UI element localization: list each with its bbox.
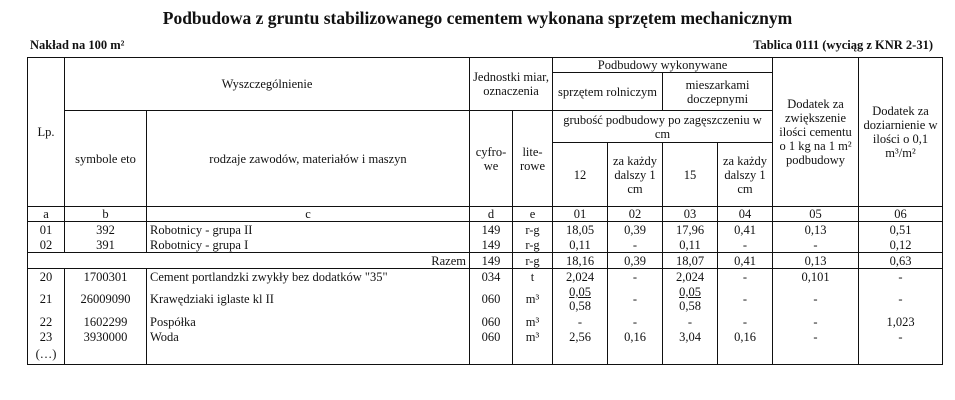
cell-d: 149 — [470, 222, 513, 238]
cell-03-top: 0,05 — [679, 285, 701, 299]
cell-05: - — [773, 314, 859, 329]
cell-d — [470, 344, 513, 364]
naklad-label: Nakład na 100 m² — [30, 38, 125, 52]
table-row — [28, 314, 943, 329]
cell-name: Robotnicy - grupa II — [147, 222, 470, 238]
cell-name: Krawędziaki iglaste kl II — [147, 284, 470, 314]
cell-sym: 392 — [65, 222, 147, 238]
cell-06: 0,63 — [859, 253, 943, 269]
cell-e: m³ — [513, 284, 553, 314]
cell-05: 0,13 — [773, 253, 859, 269]
page-title: Podbudowa z gruntu stabilizowanego cementem wykonana sprzętem mechanicznym — [162, 8, 793, 28]
letters-row — [28, 207, 943, 222]
cell-02: 0,39 — [608, 253, 663, 269]
cell-lp: 20 — [28, 269, 65, 285]
cell-name: Robotnicy - grupa I — [147, 237, 470, 253]
letter-cell: b — [65, 207, 147, 222]
cell-01: - — [553, 314, 608, 329]
cell-01: 18,16 — [553, 253, 608, 269]
cell-lp: (…) — [28, 344, 65, 364]
cell-sym: 1700301 — [65, 269, 147, 285]
cell-02: 0,16 — [608, 329, 663, 344]
header-g15: 15 — [663, 143, 718, 207]
cell-03: 2,024 — [663, 269, 718, 285]
table-row — [28, 269, 943, 285]
cell-03 — [663, 344, 718, 364]
cell-04: - — [718, 284, 773, 314]
cell-lp: 22 — [28, 314, 65, 329]
table-row — [28, 237, 943, 253]
table-row — [28, 222, 943, 238]
letter-cell: 01 — [553, 207, 608, 222]
cell-03: - — [663, 314, 718, 329]
cell-03: 18,07 — [663, 253, 718, 269]
letter-cell: 02 — [608, 207, 663, 222]
cell-sym: 1602299 — [65, 314, 147, 329]
cell-03: 3,04 — [663, 329, 718, 344]
cell-03: 17,96 — [663, 222, 718, 238]
cell-d: 060 — [470, 284, 513, 314]
header-cyfrowe: cyfro-we — [470, 111, 513, 207]
header-doczepnymi: mieszarkami doczepnymi — [685, 77, 750, 106]
header-dodatek-dziarnienie: Dodatek za doziarnienie w ilości o 0,1 m³/m² — [859, 58, 943, 207]
cell-03 — [663, 284, 718, 314]
cell-05: - — [773, 284, 859, 314]
cell-01: 0,11 — [553, 237, 608, 253]
header-za-kazdy-1: za każdy dalszy 1 cm — [608, 143, 663, 207]
header-podbudowy — [553, 58, 773, 111]
header-grubosc: grubość podbudowy po zagęszczeniu w cm — [553, 111, 773, 143]
cell-04: 0,16 — [718, 329, 773, 344]
cell-05: - — [773, 237, 859, 253]
cell-05: - — [773, 329, 859, 344]
cell-04: - — [718, 314, 773, 329]
cell-05: 0,13 — [773, 222, 859, 238]
cell-03: 0,11 — [663, 237, 718, 253]
cell-04: 0,41 — [718, 222, 773, 238]
norm-table — [27, 57, 943, 365]
cell-04: 0,41 — [718, 253, 773, 269]
cell-04: - — [718, 269, 773, 285]
cell-lp: 01 — [28, 222, 65, 238]
cell-d: 060 — [470, 314, 513, 329]
letter-cell: 06 — [859, 207, 943, 222]
cell-d: 060 — [470, 329, 513, 344]
tablica-label: Tablica 0111 (wyciąg z KNR 2-31) — [753, 38, 933, 52]
cell-01-top: 0,05 — [569, 285, 591, 299]
letter-cell: 04 — [718, 207, 773, 222]
cell-sym: 3930000 — [65, 329, 147, 344]
cell-sym: 26009090 — [65, 284, 147, 314]
cell-06: 1,023 — [859, 314, 943, 329]
cell-06: - — [859, 284, 943, 314]
header-g12: 12 — [553, 143, 608, 207]
letter-cell: 05 — [773, 207, 859, 222]
table-row — [28, 329, 943, 344]
cell-e — [513, 344, 553, 364]
cell-02: 0,39 — [608, 222, 663, 238]
cell-01: 2,56 — [553, 329, 608, 344]
header-podbudowy-label: Podbudowy wykonywane — [553, 58, 772, 73]
table-row — [28, 284, 943, 314]
letter-cell: c — [147, 207, 470, 222]
cell-05: 0,101 — [773, 269, 859, 285]
cell-01: 18,05 — [553, 222, 608, 238]
razem-label: Razem — [28, 253, 470, 269]
letter-cell: e — [513, 207, 553, 222]
header-dodatek-cement: Dodatek za zwiększenie ilości cementu o 1 kg na 1 m² podbudowy — [773, 58, 859, 207]
header-lp: Lp. — [28, 58, 65, 207]
cell-d: 149 — [470, 237, 513, 253]
cell-e: r-g — [513, 253, 553, 269]
cell-e: r-g — [513, 222, 553, 238]
cell-06: 0,12 — [859, 237, 943, 253]
header-jednostki: Jednostki miar, oznaczenia — [470, 58, 553, 111]
cell-01-bottom: 0,58 — [569, 299, 591, 313]
cell-06: - — [859, 329, 943, 344]
cell-05 — [773, 344, 859, 364]
header-symbole: symbole eto — [65, 111, 147, 207]
cell-02: - — [608, 237, 663, 253]
cell-sym: 391 — [65, 237, 147, 253]
razem-row — [28, 253, 943, 269]
header-rolniczym: sprzętem rolniczym — [553, 73, 663, 110]
cell-lp: 02 — [28, 237, 65, 253]
header-rodzaje: rodzaje zawodów, materiałów i maszyn — [147, 111, 470, 207]
cell-e: r-g — [513, 237, 553, 253]
cell-04: - — [718, 237, 773, 253]
cell-name — [147, 344, 470, 364]
cell-name: Pospółka — [147, 314, 470, 329]
cell-e: m³ — [513, 329, 553, 344]
header-literowe: lite-rowe — [513, 111, 553, 207]
cell-02: - — [608, 284, 663, 314]
cell-sym — [65, 344, 147, 364]
letter-cell: 03 — [663, 207, 718, 222]
cell-03-bottom: 0,58 — [679, 299, 701, 313]
cell-02: - — [608, 314, 663, 329]
cell-lp: 23 — [28, 329, 65, 344]
cell-02 — [608, 344, 663, 364]
cell-06: 0,51 — [859, 222, 943, 238]
cell-02: - — [608, 269, 663, 285]
table-row — [28, 344, 943, 364]
cell-01 — [553, 284, 608, 314]
letter-cell: a — [28, 207, 65, 222]
cell-name: Cement portlandzki zwykły bez dodatków "35" — [147, 269, 470, 285]
cell-01 — [553, 344, 608, 364]
cell-06 — [859, 344, 943, 364]
cell-01: 2,024 — [553, 269, 608, 285]
cell-e: t — [513, 269, 553, 285]
header-wyszczegolnienie: Wyszczególnienie — [65, 58, 470, 111]
cell-name: Woda — [147, 329, 470, 344]
cell-d: 034 — [470, 269, 513, 285]
cell-04 — [718, 344, 773, 364]
cell-d: 149 — [470, 253, 513, 269]
header-za-kazdy-2: za każdy dalszy 1 cm — [718, 143, 773, 207]
cell-e: m³ — [513, 314, 553, 329]
cell-06: - — [859, 269, 943, 285]
cell-lp: 21 — [28, 284, 65, 314]
letter-cell: d — [470, 207, 513, 222]
